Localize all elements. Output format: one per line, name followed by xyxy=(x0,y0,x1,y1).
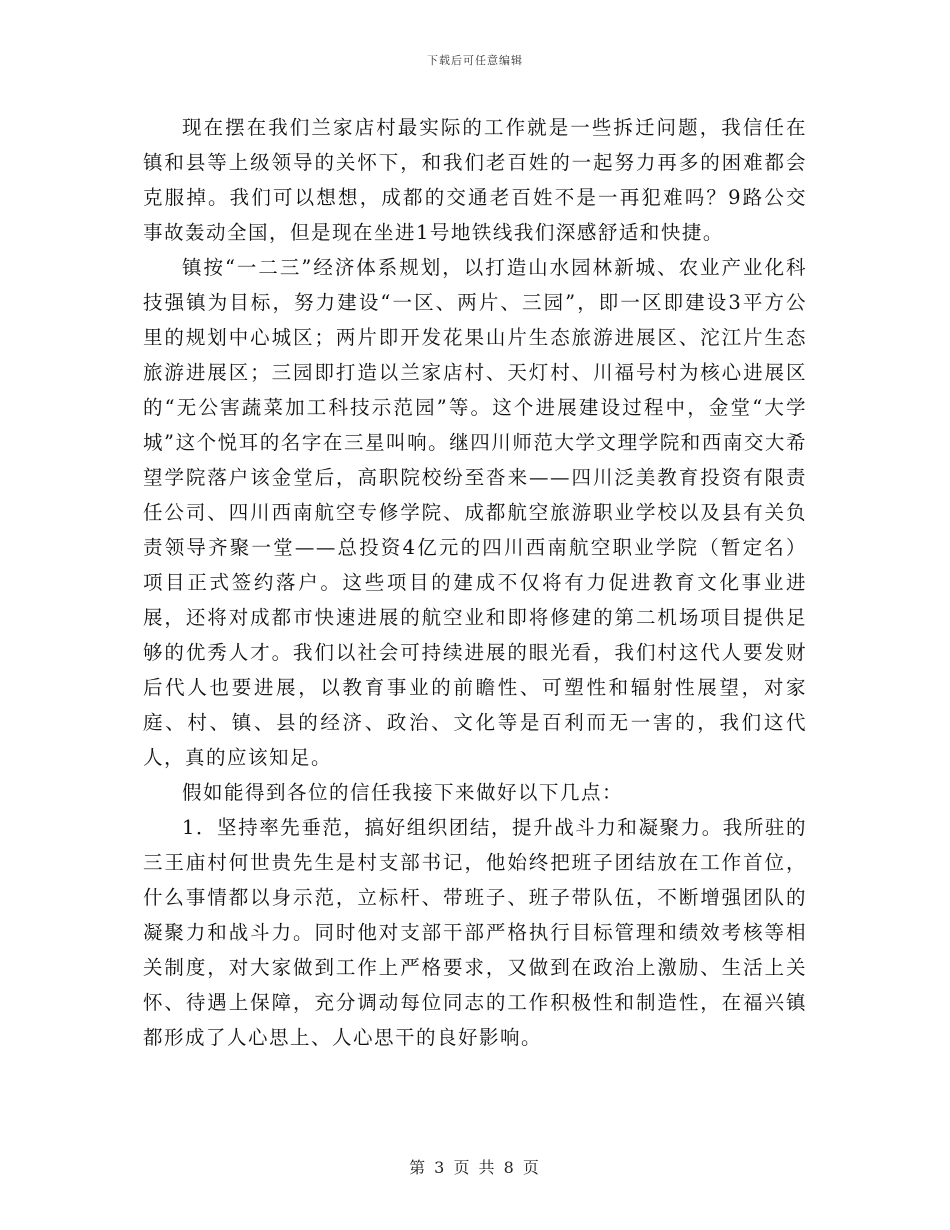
paragraph-economic-plan: 镇按“一二三”经济体系规划，以打造山水园林新城、农业产业化科技强镇为目标，努力建设“一区、两片、三园”，即一区即建设3平方公里的规划中心城区；两片即开发花果山片生态旅游进展区、沱江片生态旅游进展区；三园即打造以兰家店村、天灯村、川福号村为核心进展区的“无公害蔬菜加工科技示范园”等。这个进展建设过程中，金堂“大学城”这个悦耳的名字在三星叫响。继四川师范大学文理学院和西南交大希望学院落户该金堂后，高职院校纷至沓来——四川泛美教育投资有限责任公司、四川西南航空专修学院、成都航空旅游职业学校以及县有关负责领导齐聚一堂——总投资4亿元的四川西南航空职业学院（暂定名）项目正式签约落户。这些项目的建成不仅将有力促进教育文化事业进展，还将对成都市快速进展的航空业和即将修建的第二机场项目提供足够的优秀人才。我们以社会可持续进展的眼光看，我们村这代人要发财后代人也要进展，以教育事业的前瞻性、可塑性和辐射性展望，对家庭、村、镇、县的经济、政治、文化等是百利而无一害的，我们这代人，真的应该知足。 xyxy=(143,256,807,769)
page-number: 第 3 页 共 8 页 xyxy=(409,1158,541,1177)
paragraph-demolition: 现在摆在我们兰家店村最实际的工作就是一些拆迁问题，我信任在镇和县等上级领导的关怀下，和我们老百姓的一起努力再多的困难都会克服掉。我们可以想想，成都的交通老百姓不是一再犯难吗？9路公交事故轰动全国，但是现在坐进1号地铁线我们深感舒适和快捷。 xyxy=(143,116,807,244)
page-header-note: 下载后可任意编辑 xyxy=(427,54,523,67)
paragraph-point-1: 1．坚持率先垂范，搞好组织团结，提升战斗力和凝聚力。我所驻的三王庙村何世贵先生是村支部书记，他始终把班子团结放在工作首位，什么事情都以身示范，立标杆、带班子、班子带队伍，不断增强团队的凝聚力和战斗力。同时他对支部干部严格执行目标管理和绩效考核等相关制度，对大家做到工作上严格要求，又做到在政治上激励、生活上关怀、待遇上保障，充分调动每位同志的工作积极性和制造性，在福兴镇都形成了人心思上、人心思干的良好影响。 xyxy=(143,816,807,1049)
paragraph-commitment-intro: 假如能得到各位的信任我接下来做好以下几点： xyxy=(182,781,624,804)
document-body xyxy=(143,110,807,1055)
